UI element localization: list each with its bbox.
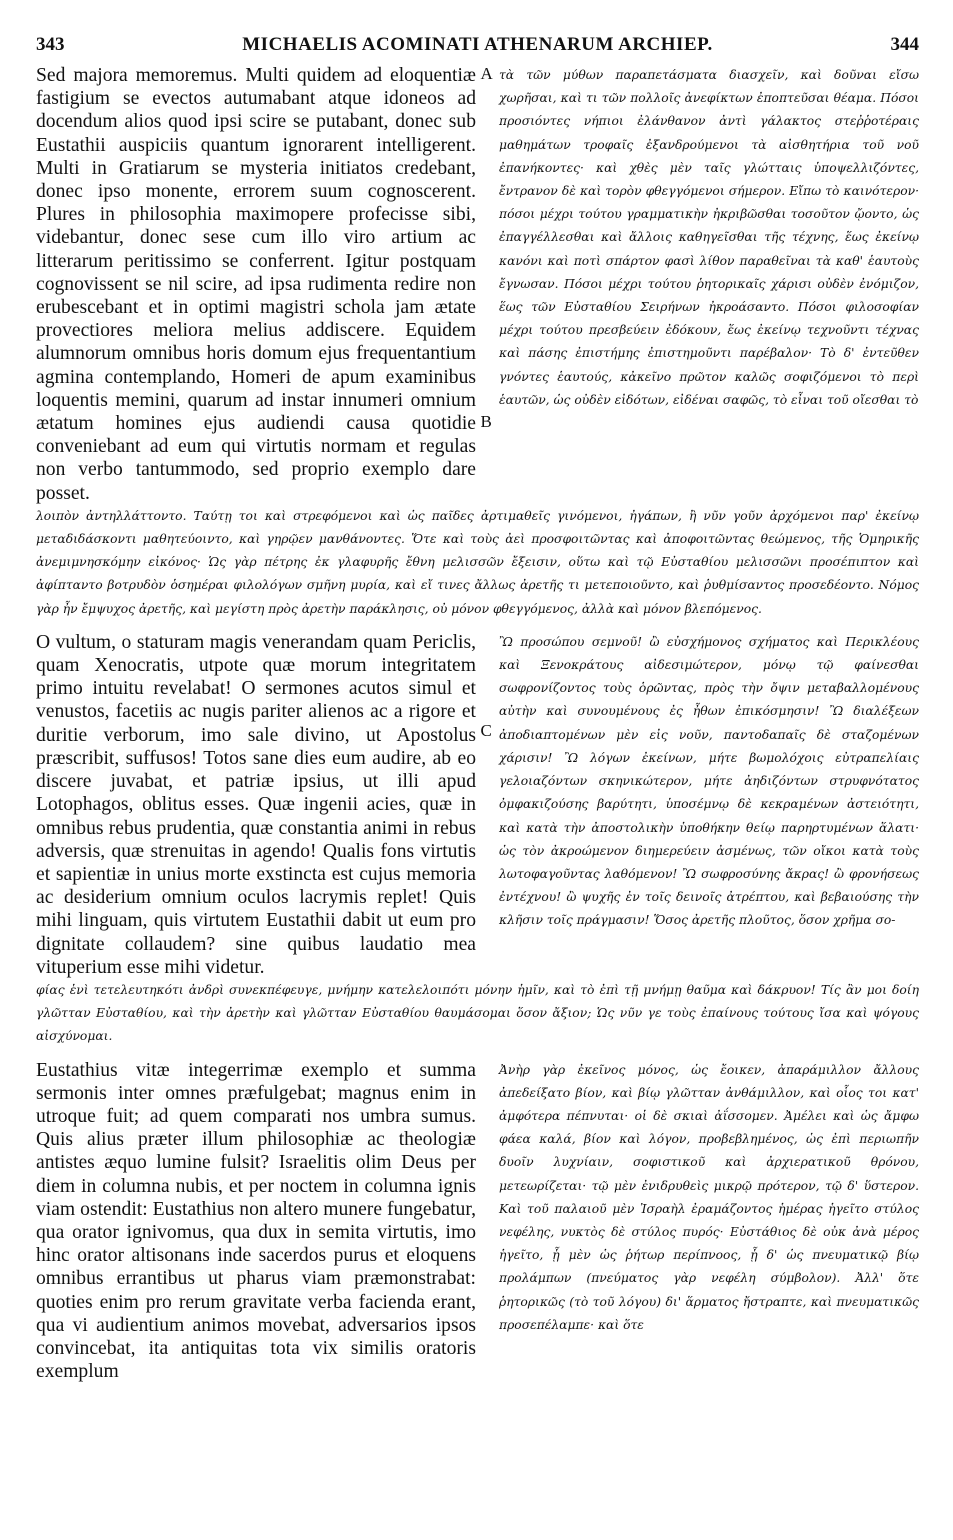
greek-paragraph-2: Ὢ προσώπου σεμνοῦ! ὢ εὐσχήμονος σχήματος καὶ Περικλέους καὶ Ξενοκράτους αἰδεσιμώτερον, μόνῳ τῷ φαίνεσθαι σωφρονίζοντος τοὺς ὁρῶντας, πρὸς τὴν ὄψιν μεταβαλλομένους αὐτὴν καὶ συνουμένους ἐς ἦθων ἐπικόσμησιν! Ὢ διαλέξεων ἀποδιαπτομένων μὲν εἰς νοῦν, παντοδαπαῖς δὲ σταζομένων χάρισιν! Ὢ λόγων ἐκείνων, μήτε βωμολόχοις εὐτραπελίαις γελοιαζόντων σκηνικώτερον, μήτε ἀηδιζόντων στρυφνότατος ὀμφακιζούσης βαρύτητι, ὑποσέμνῳ δὲ κεκραμένων ἀστειότητι, καὶ κατὰ τὴν ἀποστολικὴν ὑποθήκην θείῳ παρηρτυμένων ἅλατι· ὡς τὸν ἀκροώμενον διημερεύειν ἀσμένως, τῶν οἴκοι κατὰ τοὺς λωτοφαγοῦντας λαθόμενον! Ὢ σωφροσύνης ἄκρας! ὢ φρονήσεως ἐντέχνου! ὢ ψυχῆς ἐν τοῖς δεινοῖς ἀτρέπτου, καὶ βεβαιούσης τὴν κλῆσιν τοῖς πράγμασιν! Ὅσος ἀρετῆς πλοῦτος, ὅσον χρῆμα σο- xyxy=(499,634,919,928)
page-number-left: 343 xyxy=(36,34,65,55)
section-2 xyxy=(36,631,919,979)
page-header xyxy=(36,34,919,64)
greek-paragraph-1: τὰ τῶν μύθων παραπετάσματα διασχεῖν, καὶ δοῦναι εἴσω χωρῆσαι, καὶ τι τῶν πολλοῖς ἀνεφίκτων ἐποπτεῦσαι θέαμα. Πόσοι προσιόντες νήπιοι ἐλάνθανον ἀντὶ γάλακτος στεῤῥοτέραις μαθημάτων τροφαῖς ἐξανδρούμενοι τὰ αἰσθητήρια τοῦ νοῦ ἐπανήκοντες· καὶ χθὲς μὲν ταῖς γλώτταις ὑποψελλιζόντες, ἔντρανον δὲ καὶ τορὸν φθεγγόμενοι σήμερον. Εἴπω τὸ καινότερον· πόσοι μέχρι τούτου γραμματικὴν ἠκριβῶσθαι τοσοῦτον ᾤοντο, ὡς ἐπαγγέλλεσθαι καὶ ἄλλοις καθηγεῖσθαι τῆς τέχνης, ἕως ἐκείνῳ κανόνι καὶ ποτὶ σπάρτον φασὶ λίθον παραθεῖναι τὰ καθ' ἑαυτοὺς ἔγνωσαν. Πόσοι μέχρι τούτου ῥητορικαῖς χάρισι οὐδὲν ἐνόμιζον, ἕως τῶν Εὐσταθίου Σειρήνων ἠκροάσαντο. Πόσοι φιλοσοφίαν μέχρι τούτου πρεσβεύειν ἐδόκουν, ἕως ἐκείνῳ τεχνοῦντι τέχνας καὶ πάσης ἐπιστήμης ἐπιστημοῦντι παρέβαλον· Τὸ δ' ἐντεῦθεν γνόντες ἑαυτούς, κἀκεῖνο πρῶτον καλῶς σοφιζόμενοι τὸ περὶ ἑαυτῶν, ὡς οὐδὲν εἰδότων, εἰδέναι σαφῶς, τὸ εἶναι τοῦ οἴεσθαι τὸ xyxy=(499,68,919,407)
margin-markers-3 xyxy=(477,1059,499,1384)
latin-paragraph-2: O vultum, o staturam magis venerandam quam Periclis, quam Xenocratis, utpote quæ morum integritatem primo intuitu revelabat! O sermones acutos simul et venustos, facetiis ac nugis pariter alienos ac a rigore et duritie verborum, imo sale divino, ut Apostolus præscribit, suffusos! Totos sane dies eum audire, ab eo discere juvabat, et patriæ ipsius, ut illi apud Lotophagos, oblitus esses. Quæ ingenii acies, quæ in omnibus rebus prudentia, quæ constantia animi in rebus adversis, quæ strenuitas in agendo! Qualis fons virtutis et sapientiæ in unius morte exstincta est cujus memoria ac desiderium omnium oculos lacrymis replet! Quis mihi linguam, quis virtutem Eustathii dabit ut eum pro dignitate collaudem? sine quibus laudatio mea vituperium esse mihi videtur. xyxy=(36,631,476,978)
margin-marker-c: C xyxy=(480,720,492,740)
latin-paragraph-3: Eustathius vitæ integerrimæ exemplo et summa sermonis inter omnes præfulgebat; magnus enim in utroque fuit; ad quem comparati nos umbra sumus. Quis alius præter illum philosophiæ ac theologiæ antistes æquo lumine fulsit? Israelitis olim Deus per diem in columna nubis, et per noctem in columna ignis viam ostendit: Eustathius non altero munere fungebatur, qua orator ignivomus, qua dux in semita virtutis, imo hinc orator altisonans inde sacerdos purus et eloquens omnibus errantibus ut pharus viam præmonstrabat: quoties enim pro rerum gravitate verba facienda erant, qua vi audientium animos movebat, adversarios ipsos convincebat, ita antiquitas tota vix similis oratoris exemplum xyxy=(36,1059,476,1383)
latin-paragraph-1: Sed majora memoremus. Multi quidem ad eloquentiæ fastigium se evectos autumabant atque idoneos ad docendum alios quod ipsi scire se putabant, donec sub Eustathii auspiciis quantum ignorarent intelligerent. Multi in Gratiarum se mysteria initiatos credebant, donec ipso monente, errorem suum cognoscerent. Plures in philosophia maximopere profecisse sibi, videbantur, donec sese cum illo viro artium ac litterarum peritissimo se conferrent. Igitur postquam cognovissent se nil scire, ad ipsa rudimenta redire non erubescebant et in optimi magistri schola jam ætate provectiores meliora melius addiscere. Equidem alumnorum omnibus horis domum ejus frequentantium agmina contemplando, Homeri de apum examinibus loquentis memini, quarum ad instar innumeri omnium ætatum homines ejus audiendi causa quotidie conveniebant ad eum qui virtutis normam et regulas non verbo tantummodo, sed proprio exemplo dare posset. xyxy=(36,65,476,504)
running-title: MICHAELIS ACOMINATI ATHENARUM ARCHIEP. xyxy=(242,34,713,55)
section-3 xyxy=(36,1059,919,1384)
greek-paragraph-3: Ἀνὴρ γὰρ ἐκεῖνος μόνος, ὡς ἔοικεν, ἀπαράμιλλον ἄλλους ἀπεδείξατο βίον, καὶ βίῳ γλῶτταν ἀνθάμιλλον, καὶ οἷος τοι κατ' ἀμφότερα πέπνυται· οἱ δὲ σκιαὶ ἀΐσσομεν. Ἀμέλει καὶ ὡς ἄμφω φάεα καλά, βίον καὶ λόγον, προβεβλημένος, ὡς ἐπὶ περιωπῆν δυοῖν λυχνίαιν, σοφιστικοῦ καὶ ἀρχιερατικοῦ θρόνου, μετεωρίζεται· τῷ μὲν ἐνιδρυθεὶς μικρῷ πρότερον, τῷ δ' ὕστερον. Καὶ τοῦ παλαιοῦ μὲν Ἰσραὴλ ἐραμάζοντος ἡμέρας ἡγεῖτο στύλος νεφέλης, νυκτὸς δὲ στύλος πυρός· Εὐστάθιος δὲ οὐκ ἀνὰ μέρος ἡγεῖτο, ᾗ μὲν ὡς ῥήτωρ περίπνοος, ᾗ δ' ὡς πνευματικῷ βίῳ προλάμπων (πνεύματος γὰρ νεφέλη σύμβολον). Ἀλλ' ὅτε ῥητορικῶς (τὸ τοῦ λόγου) δι' ἅρματος ἤστραπτε, καὶ πνευματικῶς προσεπέλαμπε· καὶ ὅτε xyxy=(499,1062,919,1332)
margin-marker-a: A xyxy=(480,64,493,83)
greek-fullwidth-1: λοιπὸν ἀντηλλάττοντο. Ταύτῃ τοι καὶ στρεφόμενοι καὶ ὡς παῖδες ἀρτιμαθεῖς γινόμενοι, ἠγάπων, ἢ νῦν γοῦν ἀρχόμενοι παρ' ἐκείνῳ μεταδιδάσκοντι μαθητεύοιντο, καὶ γηρῷεν μανθάνοντες. Ὅτε καὶ τοὺς ἀεὶ προσφοιτῶντας καὶ ἀποφοιτῶντας θεώμενος, τῆς Ὁμηρικῆς ἀνεμιμνησκόμην εἰκόνος· Ὡς γὰρ πέτρης ἐκ γλαφυρῆς ἔθνη μελισσῶν ἔξεισιν, οὕτω καὶ τῷ Εὐσταθίου μελισσῶνι προσέπιπτον καὶ ἀφίπταντο βοτρυδὸν ὁσημέραι φιλολόγων σμῆνη μυρία, καὶ εἴ τινες ἄλλως ἀρετῆς τι μετεποιοῦντο, καὶ ῥυθμίσαντος προσεδέοντο. Νόμος γὰρ ἦν ἔμψυχος ἀρετῆς, καὶ μεγίστη πρὸς ἀρετὴν παράκλησις, οὐ μόνον φθεγγόμενος, ἀλλὰ καὶ μόνον βλεπόμενος. xyxy=(36,508,919,616)
margin-markers-1 xyxy=(477,64,499,505)
section-1 xyxy=(36,64,919,505)
greek-fullwidth-2: φίας ἑνὶ τετελευτηκότι ἀνδρὶ συνεκπέφευγε, μνήμην κατελελοιπότι μόνην ἡμῖν, καὶ τὸ ἐπὶ τῇ μνήμῃ θαῦμα καὶ δάκρυον! Τίς ἂν μοι δοίη γλῶτταν Εὐσταθίου, καὶ τὴν ἀρετὴν καὶ γλῶτταν Εὐσταθίου θαυμάσομαι ὅσον ἄξιον; Ὡς νῦν γε τοὺς ἐπαίνους τούτους ἴσα καὶ ψόγους αἰσχύνομαι. xyxy=(36,982,919,1044)
page-number-right: 344 xyxy=(890,34,919,55)
margin-markers-2 xyxy=(477,631,499,979)
margin-marker-b: B xyxy=(480,412,492,431)
